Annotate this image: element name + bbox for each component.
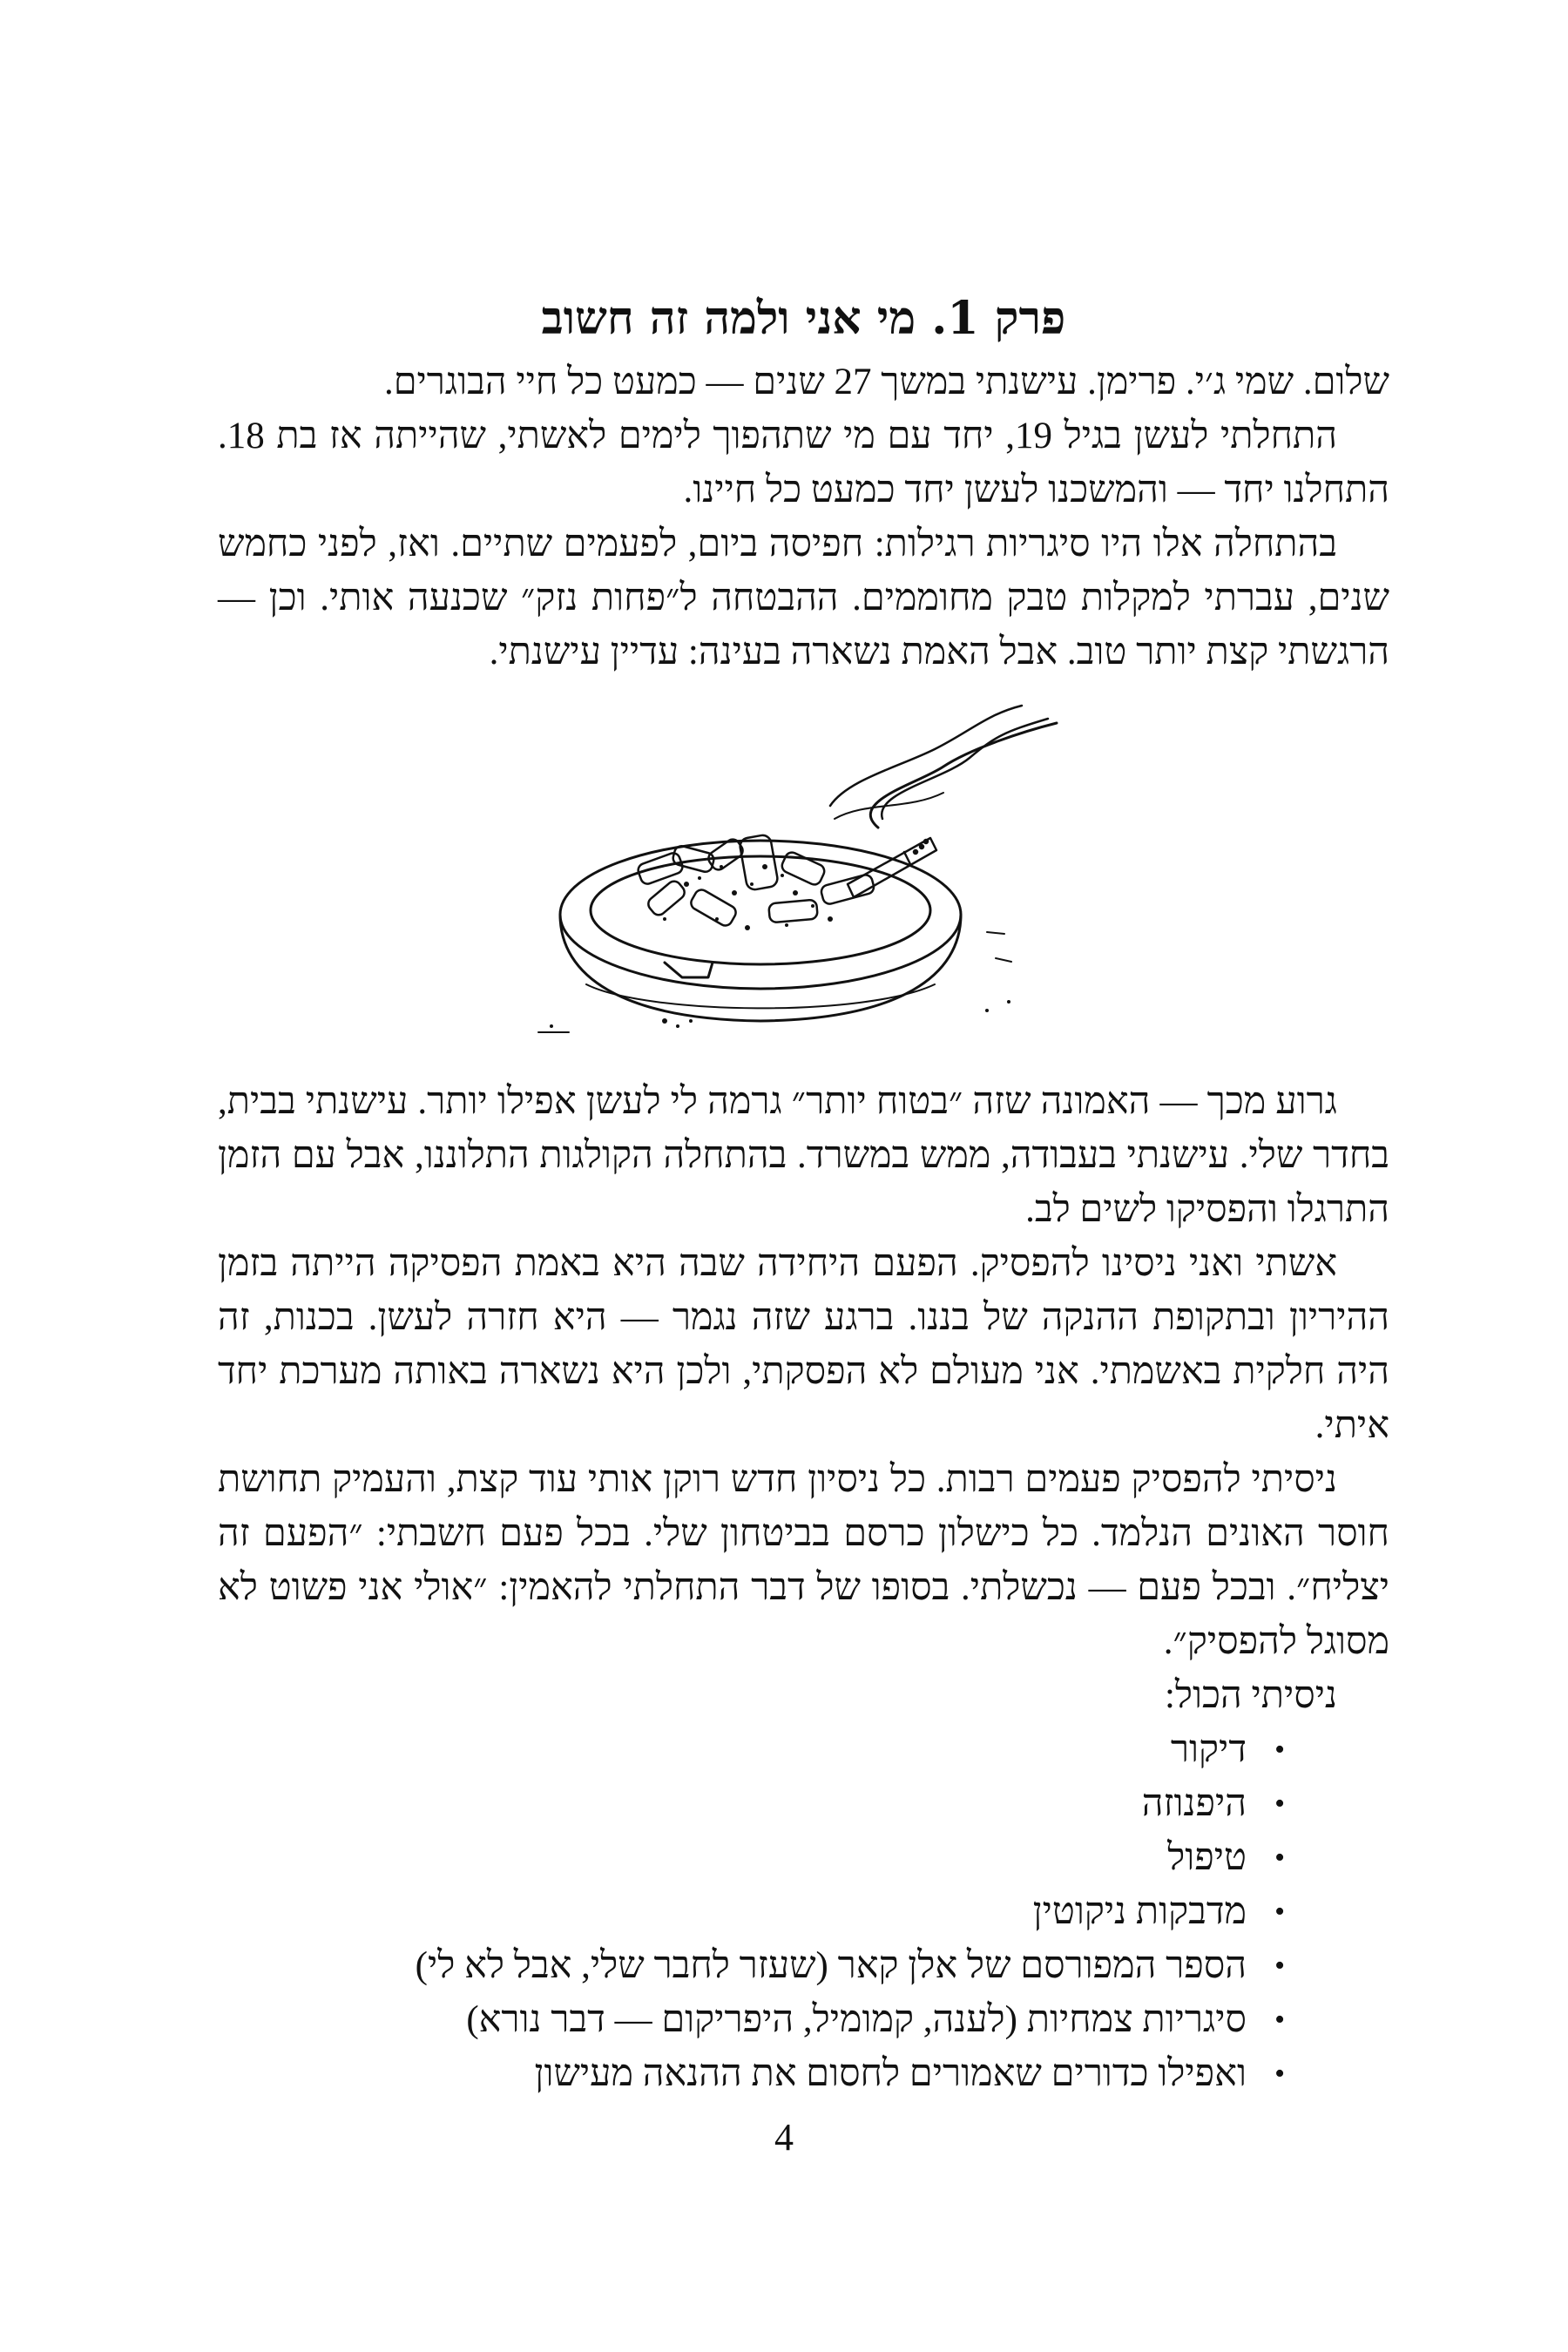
bullet-icon: • [1274, 2058, 1285, 2090]
list-item-text: היפנוזה [1141, 1783, 1247, 1824]
list-item [218, 1723, 1285, 1777]
chapter-title: פרק 1. מי אני ולמה זה חשוב [541, 292, 1066, 345]
paragraph-4: גרוע מכך — האמונה שזה ״בטוח יותר״ גרמה לי לעשן אפילו יותר. עישנתי בבית, בחדר שלי. עישנתי בעבודה, ממש במשרד. בהתחלה הקולגות התלוננו, אבל עם הזמן התרגלו והפסיקו לשים לב. [218, 1081, 1389, 1230]
list-item [218, 1777, 1285, 1831]
list-item-text: מדבקות ניקוטין [1032, 1891, 1247, 1932]
list-item-text: דיקור [1170, 1729, 1247, 1770]
bullet-icon: • [1274, 1896, 1285, 1928]
bullet-icon: • [1274, 1788, 1285, 1820]
page-number: 4 [774, 2116, 794, 2159]
list-item [218, 1939, 1285, 1993]
paragraph-6: ניסיתי להפסיק פעמים רבות. כל ניסיון חדש רוקן אותי עוד קצת, והעמיק תחושת חוסר האונים הנלמד. כל כישלון כרסם בביטחון שלי. בכל פעם חשבתי: ״הפעם זה יצליח״. ובכל פעם — נכשלתי. בסופו של דבר התחלתי להאמין: ״אולי אני פשוט לא מסוגל להפסיק״. [218, 1459, 1389, 1662]
list-item-text: טיפול [1167, 1837, 1247, 1878]
paragraph-1: שלום. שמי ג׳י. פרימן. עישנתי במשך 27 שנים — כמעט כל חיי הבוגרים. [383, 362, 1389, 402]
paragraph-5: אשתי ואני ניסינו להפסיק. הפעם היחידה שבה היא באמת הפסיקה הייתה בזמן ההיריון ובתקופת ההנקה של בננו. ברגע שזה נגמר — היא חזרה לעשן. בכנות, זה היה חלקית באשמתי. אני מעולם לא הפסקתי, ולכן היא נשארה באותה מערכת יחד איתי. [218, 1243, 1389, 1446]
bullet-icon: • [1274, 1842, 1285, 1874]
list-item-text: סיגריות צמחיות (לענה, קמומיל, היפריקום — דבר נורא) [466, 1999, 1247, 2040]
bullet-icon: • [1274, 1734, 1285, 1766]
list-item [218, 2047, 1285, 2101]
paragraph-3: בהתחלה אלו היו סיגריות רגילות: חפיסה ביום, לפעמים שתיים. ואז, לפני כחמש שנים, עברתי למקלות טבק מחוממים. ההבטחה ל״פחות נזק״ שכנעה אותי. וכן — הרגשתי קצת יותר טוב. אבל האמת נשארה בעינה: עדיין עישנתי. [218, 524, 1389, 672]
list-item [218, 1885, 1285, 1939]
list-item [218, 1831, 1285, 1885]
list-item-text: הספר המפורסם של אלן קאר (שעזר לחבר שלי, אבל לא לי) [415, 1945, 1247, 1986]
bullet-icon: • [1274, 2004, 1285, 2036]
paragraph-2: התחלתי לעשן בגיל 19, יחד עם מי שתהפוך לימים לאשתי, שהייתה אז בת 18. התחלנו יחד — והמשכנו לעשן יחד כמעט כל חיינו. [218, 416, 1389, 510]
tried-methods-list [218, 1723, 1389, 2101]
ashtray-illustration [534, 697, 1074, 1063]
list-item-text: ואפילו כדורים שאמורים לחסום את ההנאה מעישון [534, 2053, 1247, 2094]
page-body [218, 287, 1389, 2101]
list-item [218, 1993, 1285, 2047]
bullet-icon: • [1274, 1950, 1285, 1982]
list-intro: ניסיתי הכול: [1164, 1675, 1337, 1716]
